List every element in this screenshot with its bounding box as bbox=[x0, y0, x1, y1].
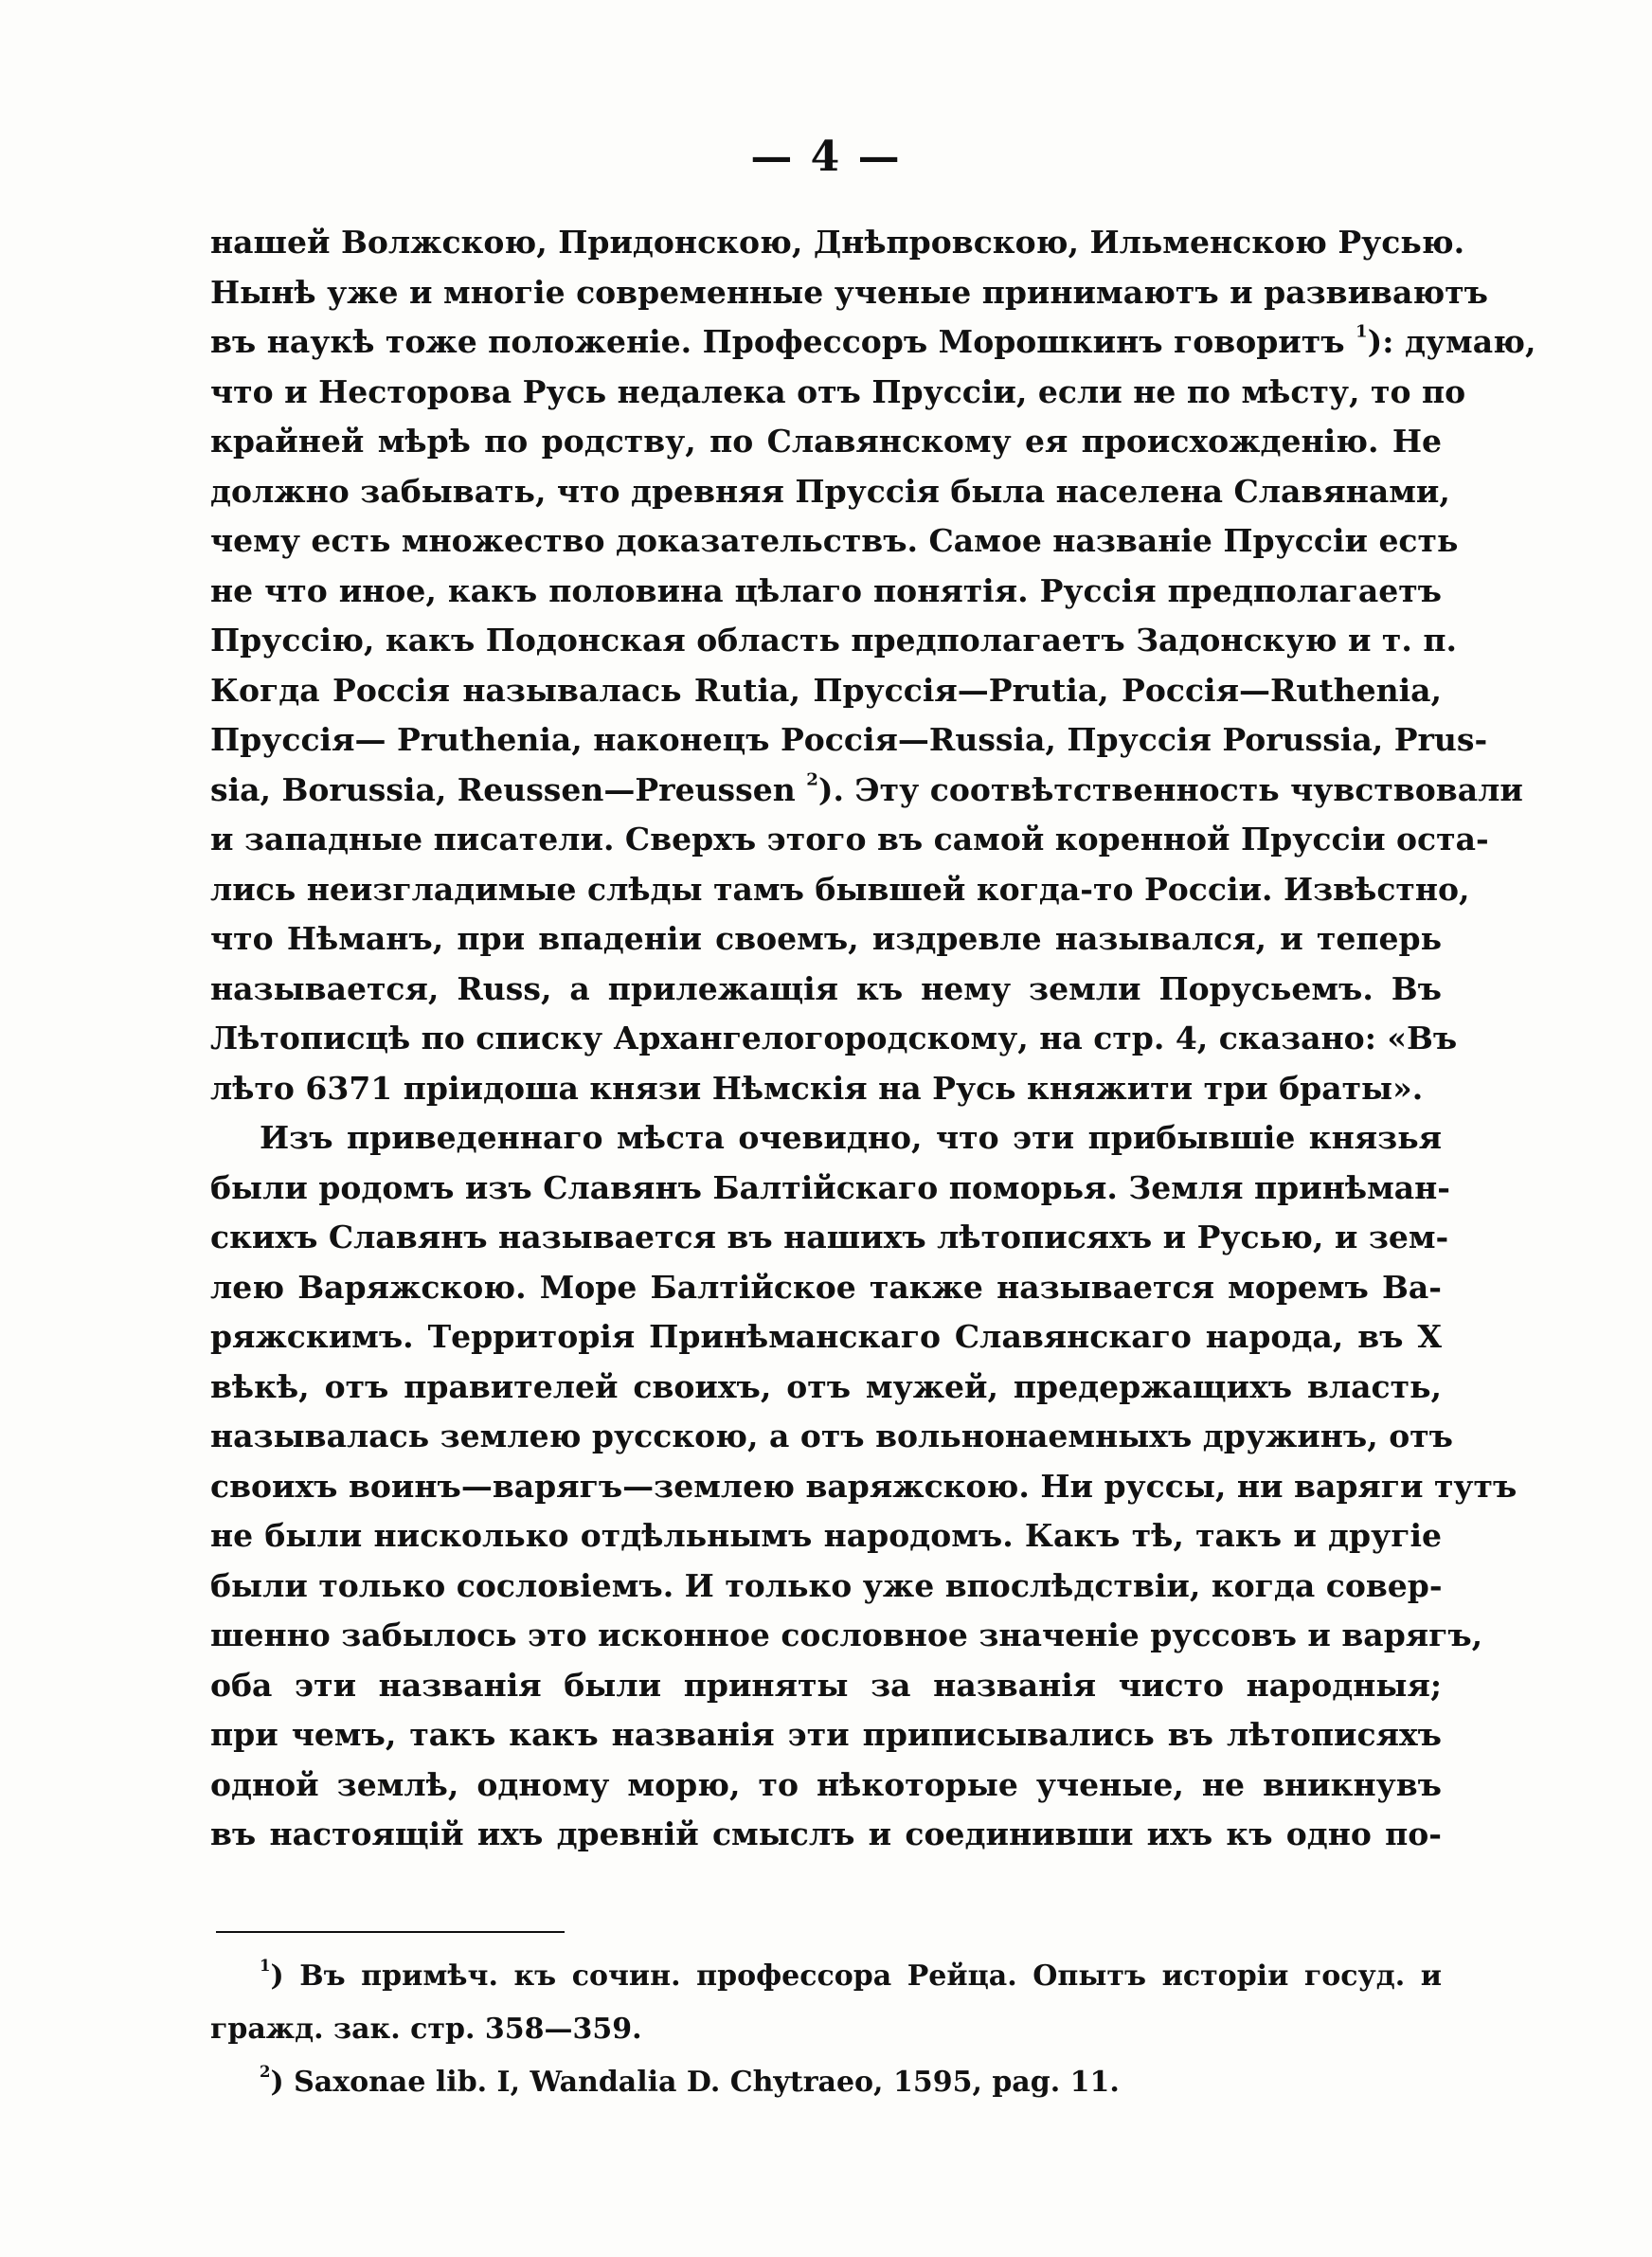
footnote-divider bbox=[216, 1931, 565, 1933]
footnote-text: ) Въ примѣч. къ сочин. профессора Рейца. Опытъ исторіи госуд. и bbox=[270, 1959, 1442, 1993]
text-line: ряжскимъ. Территорія Принѣманскаго Славянскаго народа, въ X bbox=[210, 1318, 1442, 1355]
text-line: Пруссія— Pruthenia, наконецъ Россія—Russia, Пруссія Porussia, Prus- bbox=[210, 721, 1488, 758]
text-line: своихъ воинъ—варягъ—землею варяжскою. Ни руссы, ни варяги тутъ bbox=[210, 1467, 1517, 1505]
text-line: должно забывать, что древняя Пруссія была населена Славянами, bbox=[210, 472, 1450, 510]
text-line: Пруссію, какъ Подонская область предполагаетъ Задонскую и т. п. bbox=[210, 622, 1457, 659]
text-line: шенно забылось это исконное сословное значеніе руссовъ и варягъ, bbox=[210, 1616, 1483, 1653]
text-line: лею Варяжскою. Море Балтійское также называется моремъ Ва- bbox=[210, 1268, 1442, 1306]
text-line: чему есть множество доказательствъ. Самое названіе Пруссіи есть bbox=[210, 522, 1459, 559]
text-line: при чемъ, такъ какъ названія эти приписывались въ лѣтописяхъ bbox=[210, 1716, 1442, 1753]
page-number: — 4 — bbox=[750, 133, 902, 181]
footnote-line: гражд. зак. стр. 358—359. bbox=[210, 2013, 642, 2046]
text-line: не что иное, какъ половина цѣлаго понятія. Руссія предполагаетъ bbox=[210, 571, 1442, 609]
text-line bbox=[210, 766, 1523, 816]
text-line: что и Несторова Русь недалека отъ Пруссіи, если не по мѣсту, то по bbox=[210, 372, 1466, 410]
text-segment: ). Эту соотвѣтственность чувствовали bbox=[817, 770, 1523, 808]
footnote-ref: 2 bbox=[806, 769, 818, 790]
footnote-line bbox=[210, 1950, 1442, 2003]
footnote-line bbox=[210, 2056, 1442, 2109]
footnote-ref: 1 bbox=[1356, 321, 1368, 342]
text-line: Нынѣ уже и многіе современные ученые принимаютъ и развиваютъ bbox=[210, 273, 1488, 311]
text-line: называется, Russ, а прилежащія къ нему земли Порусьемъ. Въ bbox=[210, 969, 1442, 1007]
footnote-marker: 2 bbox=[260, 2063, 271, 2082]
footnote-marker: 1 bbox=[260, 1957, 271, 1976]
text-line: и западные писатели. Сверхъ этого въ самой коренной Пруссіи оста- bbox=[210, 821, 1489, 858]
text-line: не были нисколько отдѣльнымъ народомъ. Какъ тѣ, такъ и другіе bbox=[210, 1517, 1442, 1554]
text-line: Когда Россія называлась Rutia, Пруссія—Prutia, Россія—Ruthenia, bbox=[210, 671, 1442, 709]
text-segment: sia, Borussia, Reussen—Preussen bbox=[210, 770, 796, 808]
text-line: оба эти названія были приняты за названія чисто народныя; bbox=[210, 1666, 1442, 1704]
text-line: вѣкѣ, отъ правителей своихъ, отъ мужей, предержащихъ власть, bbox=[210, 1367, 1442, 1405]
text-line: одной землѣ, одному морю, то нѣкоторые ученые, не вникнувъ bbox=[210, 1765, 1442, 1803]
text-line: Лѣтописцѣ по списку Архангелогородскому, на стр. 4, сказано: «Въ bbox=[210, 1020, 1458, 1056]
body-text bbox=[210, 218, 1536, 1860]
text-line: крайней мѣрѣ по родству, по Славянскому ея происхожденію. Не bbox=[210, 423, 1442, 460]
text-line: были только сословіемъ. И только уже впослѣдствіи, когда совер- bbox=[210, 1566, 1443, 1604]
text-line: лись неизгладимые слѣды тамъ бывшей когда-то Россіи. Извѣстно, bbox=[210, 870, 1470, 908]
text-line: были родомъ изъ Славянъ Балтійскаго поморья. Земля принѣман- bbox=[210, 1168, 1450, 1206]
text-segment: въ наукѣ тоже положеніе. Профессоръ Морошкинъ говоритъ bbox=[210, 323, 1345, 360]
text-line: лѣто 6371 пріидоша князи Нѣмскія на Русь княжити три браты». bbox=[210, 1069, 1424, 1107]
text-line bbox=[210, 317, 1536, 368]
text-line: что Нѣманъ, при впаденіи своемъ, издревле назывался, и теперь bbox=[210, 920, 1442, 957]
text-line: называлась землею русскою, а отъ вольнонаемныхъ дружинъ, отъ bbox=[210, 1417, 1453, 1454]
text-line: нашей Волжскою, Придонскою, Днѣпровскою, Ильменскою Русью. bbox=[210, 224, 1465, 261]
text-line: Изъ приведеннаго мѣста очевидно, что эти прибывшіе князья bbox=[260, 1119, 1442, 1156]
footnote-text: ) Saxonae lib. I, Wandalia D. Chytraeo, 1595, pag. 11. bbox=[270, 2066, 1120, 2099]
text-segment: ): думаю, bbox=[1367, 323, 1536, 360]
text-line: скихъ Славянъ называется въ нашихъ лѣтописяхъ и Русью, и зем- bbox=[210, 1219, 1449, 1255]
text-line: въ настоящій ихъ древній смыслъ и соединивши ихъ къ одно по- bbox=[210, 1815, 1442, 1852]
footnotes bbox=[210, 1950, 1442, 2109]
